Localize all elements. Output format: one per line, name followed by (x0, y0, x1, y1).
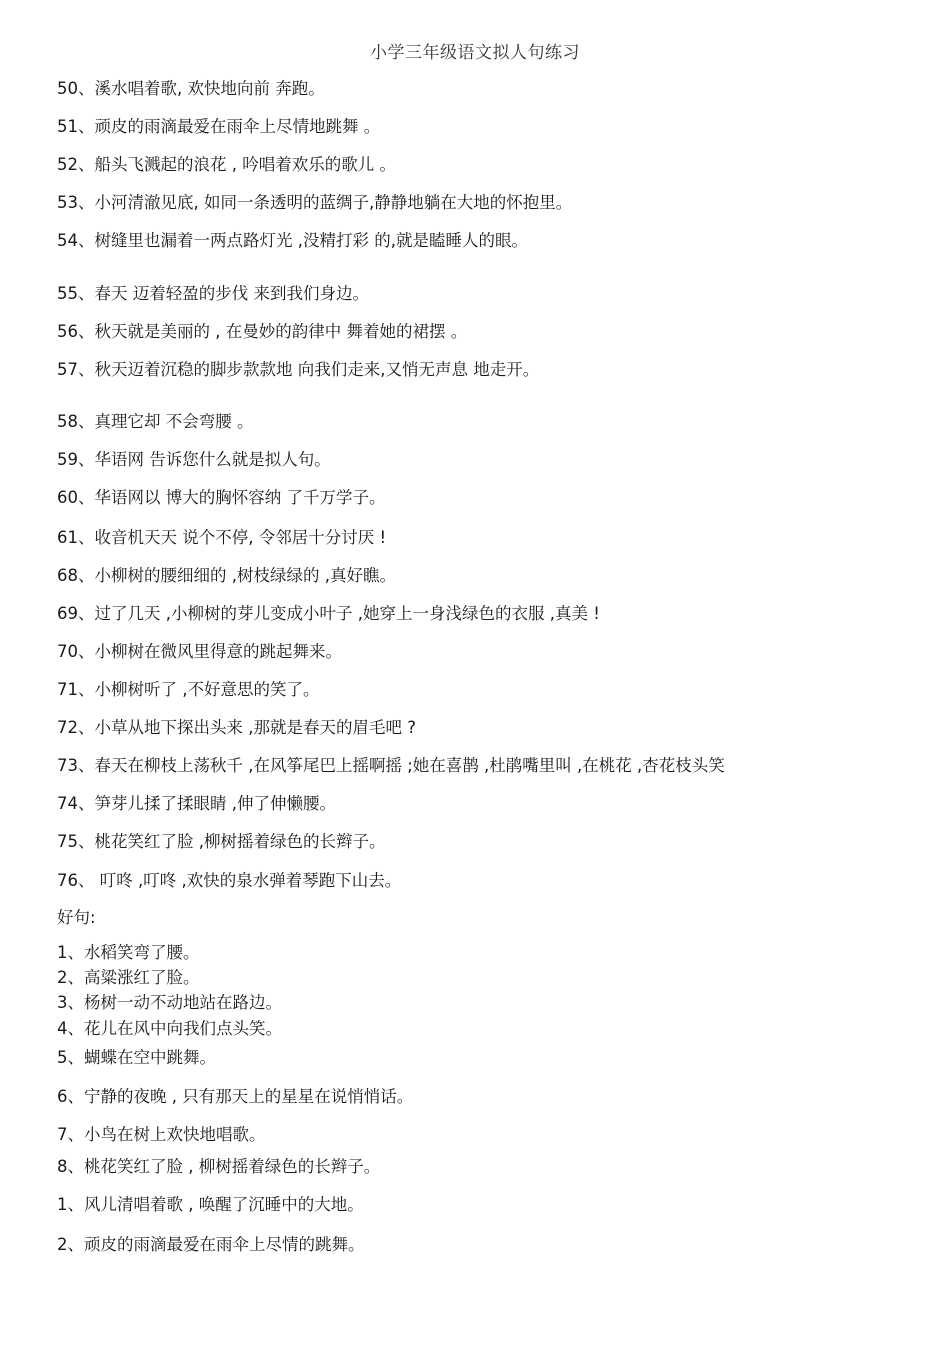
page-title: 小学三年级语文拟人句练习 (370, 43, 580, 63)
sentence-56: 56、秋天就是美丽的 , 在曼妙的韵律中 舞着她的裙摆 。 (57, 322, 468, 341)
sentence-71: 71、小柳树听了 ,不好意思的笑了。 (57, 680, 320, 699)
good-sentence-extra-1: 1、风儿清唱着歌 , 唤醒了沉睡中的大地。 (57, 1195, 364, 1214)
sentence-58: 58、真理它却 不会弯腰 。 (57, 412, 254, 431)
good-sentence-6: 6、宁静的夜晚 , 只有那天上的星星在说悄悄话。 (57, 1087, 414, 1106)
sentence-73: 73、春天在柳枝上荡秋千 ,在风筝尾巴上摇啊摇 ;她在喜鹊 ,杜鹃嘴里叫 ,在桃花 ,杏花枝头笑 (57, 756, 725, 775)
sentence-74: 74、笋芽儿揉了揉眼睛 ,伸了伸懒腰。 (57, 794, 336, 813)
good-sentence-3: 3、杨树一动不动地站在路边。 (57, 993, 282, 1012)
sentence-75: 75、桃花笑红了脸 ,柳树摇着绿色的长辫子。 (57, 832, 386, 851)
sentence-60: 60、华语网以 博大的胸怀容纳 了千万学子。 (57, 488, 386, 507)
sentence-50: 50、溪水唱着歌, 欢快地向前 奔跑。 (57, 79, 325, 98)
good-sentence-1: 1、水稻笑弯了腰。 (57, 943, 200, 962)
good-sentences-heading: 好句: (57, 908, 96, 927)
sentence-72: 72、小草从地下探出头来 ,那就是春天的眉毛吧 ? (57, 718, 416, 737)
sentence-69: 69、过了几天 ,小柳树的芽儿变成小叶子 ,她穿上一身浅绿色的衣服 ,真美 ! (57, 604, 600, 623)
sentence-70: 70、小柳树在微风里得意的跳起舞来。 (57, 642, 342, 661)
good-sentence-4: 4、花儿在风中向我们点头笑。 (57, 1019, 282, 1038)
good-sentence-2: 2、高粱涨红了脸。 (57, 968, 200, 987)
sentence-61: 61、收音机天天 说个不停, 令邻居十分讨厌 ! (57, 528, 387, 547)
sentence-55: 55、春天 迈着轻盈的步伐 来到我们身边。 (57, 284, 369, 303)
good-sentence-5: 5、蝴蝶在空中跳舞。 (57, 1048, 216, 1067)
sentence-57: 57、秋天迈着沉稳的脚步款款地 向我们走来,又悄无声息 地走开。 (57, 360, 540, 379)
good-sentence-8: 8、桃花笑红了脸 , 柳树摇着绿色的长辫子。 (57, 1157, 381, 1176)
good-sentence-extra-2: 2、顽皮的雨滴最爱在雨伞上尽情的跳舞。 (57, 1235, 365, 1254)
sentence-68: 68、小柳树的腰细细的 ,树枝绿绿的 ,真好瞧。 (57, 566, 396, 585)
sentence-52: 52、船头飞溅起的浪花 , 吟唱着欢乐的歌儿 。 (57, 155, 396, 174)
good-sentence-7: 7、小鸟在树上欢快地唱歌。 (57, 1125, 266, 1144)
sentence-51: 51、顽皮的雨滴最爱在雨伞上尽情地跳舞 。 (57, 117, 381, 136)
sentence-53: 53、小河清澈见底, 如同一条透明的蓝绸子,静静地躺在大地的怀抱里。 (57, 193, 573, 212)
sentence-59: 59、华语网 告诉您什么就是拟人句。 (57, 450, 331, 469)
sentence-76: 76、 叮咚 ,叮咚 ,欢快的泉水弹着琴跑下山去。 (57, 871, 402, 890)
sentence-54: 54、树缝里也漏着一两点路灯光 ,没精打彩 的,就是瞌睡人的眼。 (57, 231, 528, 250)
